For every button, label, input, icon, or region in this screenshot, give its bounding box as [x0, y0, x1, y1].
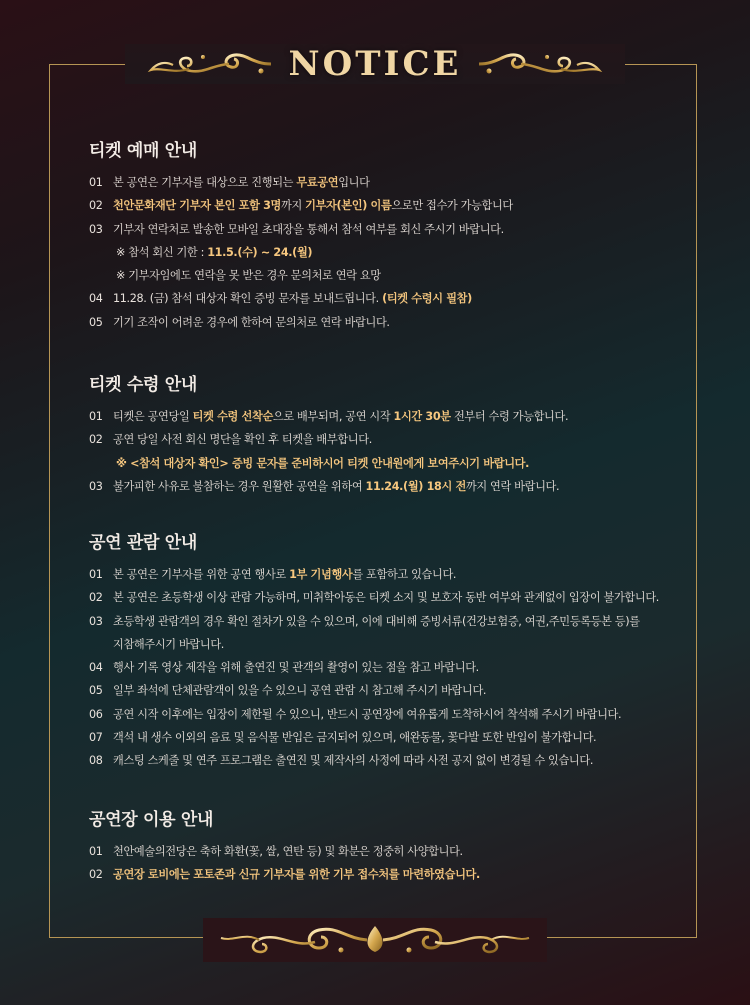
list-item: 02 공연장 로비에는 포토존과 신규 기부자를 위한 기부 접수처를 마련하였습니다.	[89, 868, 480, 882]
section-title: 공연 관람 안내	[89, 533, 197, 553]
list-item: 06 공연 시작 이후에는 입장이 제한될 수 있으니, 반드시 공연장에 여유롭게 도착하시어 착석해 주시기 바랍니다.	[89, 707, 622, 721]
list-item: 05 기기 조작이 어려운 경우에 한하여 문의처로 연락 바랍니다.	[89, 315, 390, 329]
left-scroll-ornament-icon	[143, 49, 273, 79]
bottom-scroll-ornament-icon	[215, 918, 535, 958]
list-item: 04 행사 기록 영상 제작을 위해 출연진 및 관객의 촬영이 있는 점을 참고 바랍니다.	[89, 661, 479, 675]
list-item: 03 기부자 연락처로 발송한 모바일 초대장을 통해서 참석 여부를 회신 주시기 바랍니다.	[89, 222, 504, 236]
list-note: ※ <참석 대상자 확인> 증빙 문자를 준비하시어 티켓 안내원에게 보여주시기 바랍니다.	[116, 456, 530, 470]
list-item-continuation: 지참해주시기 바랍니다.	[113, 637, 224, 651]
list-item: 08 캐스팅 스케줄 및 연주 프로그램은 출연진 및 제작사의 사정에 따라 사전 공지 없이 변경될 수 있습니다.	[89, 754, 594, 768]
section-viewing-guide	[89, 528, 689, 773]
list-item: 02 천안문화재단 기부자 본인 포함 3명까지 기부자(본인) 이름으로만 접수가 가능합니다	[89, 199, 513, 213]
notice-header	[0, 36, 750, 92]
section-venue-guide	[89, 805, 689, 887]
section-ticket-booking	[89, 136, 689, 334]
right-scroll-ornament-icon	[477, 49, 607, 79]
notice-title: NOTICE	[288, 44, 462, 84]
list-item: 04 11.28. (금) 참석 대상자 확인 증빙 문자를 보내드립니다. (티켓 수령시 필참)	[89, 292, 472, 306]
section-title: 티켓 수령 안내	[89, 375, 197, 395]
list-note: ※ 참석 회신 기한 : 11.5.(수) ~ 24.(월)	[116, 245, 313, 259]
list-item: 02 공연 당일 사전 회신 명단을 확인 후 티켓을 배부합니다.	[89, 433, 372, 447]
footer-ornament	[0, 916, 750, 964]
list-item: 01 티켓은 공연당일 티켓 수령 선착순으로 배부되며, 공연 시작 1시간 30분 전부터 수령 가능합니다.	[89, 410, 569, 423]
section-title: 티켓 예매 안내	[89, 141, 197, 161]
section-title: 공연장 이용 안내	[89, 810, 214, 830]
list-item: 07 객석 내 생수 이외의 음료 및 음식물 반입은 금지되어 있으며, 애완동물, 꽃다발 또한 반입이 불가합니다.	[89, 731, 597, 745]
list-item: 02 본 공연은 초등학생 이상 관람 가능하며, 미취학아동은 티켓 소지 및 보호자 동반 여부와 관계없이 입장이 불가합니다.	[89, 591, 659, 605]
list-item: 01 본 공연은 기부자를 위한 공연 행사로 1부 기념행사를 포함하고 있습니다.	[89, 568, 457, 581]
list-item: 01 본 공연은 기부자를 대상으로 진행되는 무료공연입니다	[89, 176, 370, 189]
section-ticket-pickup	[89, 370, 689, 498]
list-item: 03 초등학생 관람객의 경우 확인 절차가 있을 수 있으며, 이에 대비해 증빙서류(건강보험증, 여권,주민등록등본 등)를	[89, 614, 640, 628]
list-item: 03 불가피한 사유로 불참하는 경우 원활한 공연을 위하여 11.24.(월) 18시 전까지 연락 바랍니다.	[89, 479, 560, 493]
list-note: ※ 기부자임에도 연락을 못 받은 경우 문의처로 연락 요망	[116, 269, 381, 283]
list-item: 01 천안예술의전당은 축하 화환(꽃, 쌀, 연탄 등) 및 화분은 정중히 사양합니다.	[89, 845, 463, 858]
list-item: 05 일부 좌석에 단체관람객이 있을 수 있으니 공연 관람 시 참고해 주시기 바랍니다.	[89, 684, 487, 698]
